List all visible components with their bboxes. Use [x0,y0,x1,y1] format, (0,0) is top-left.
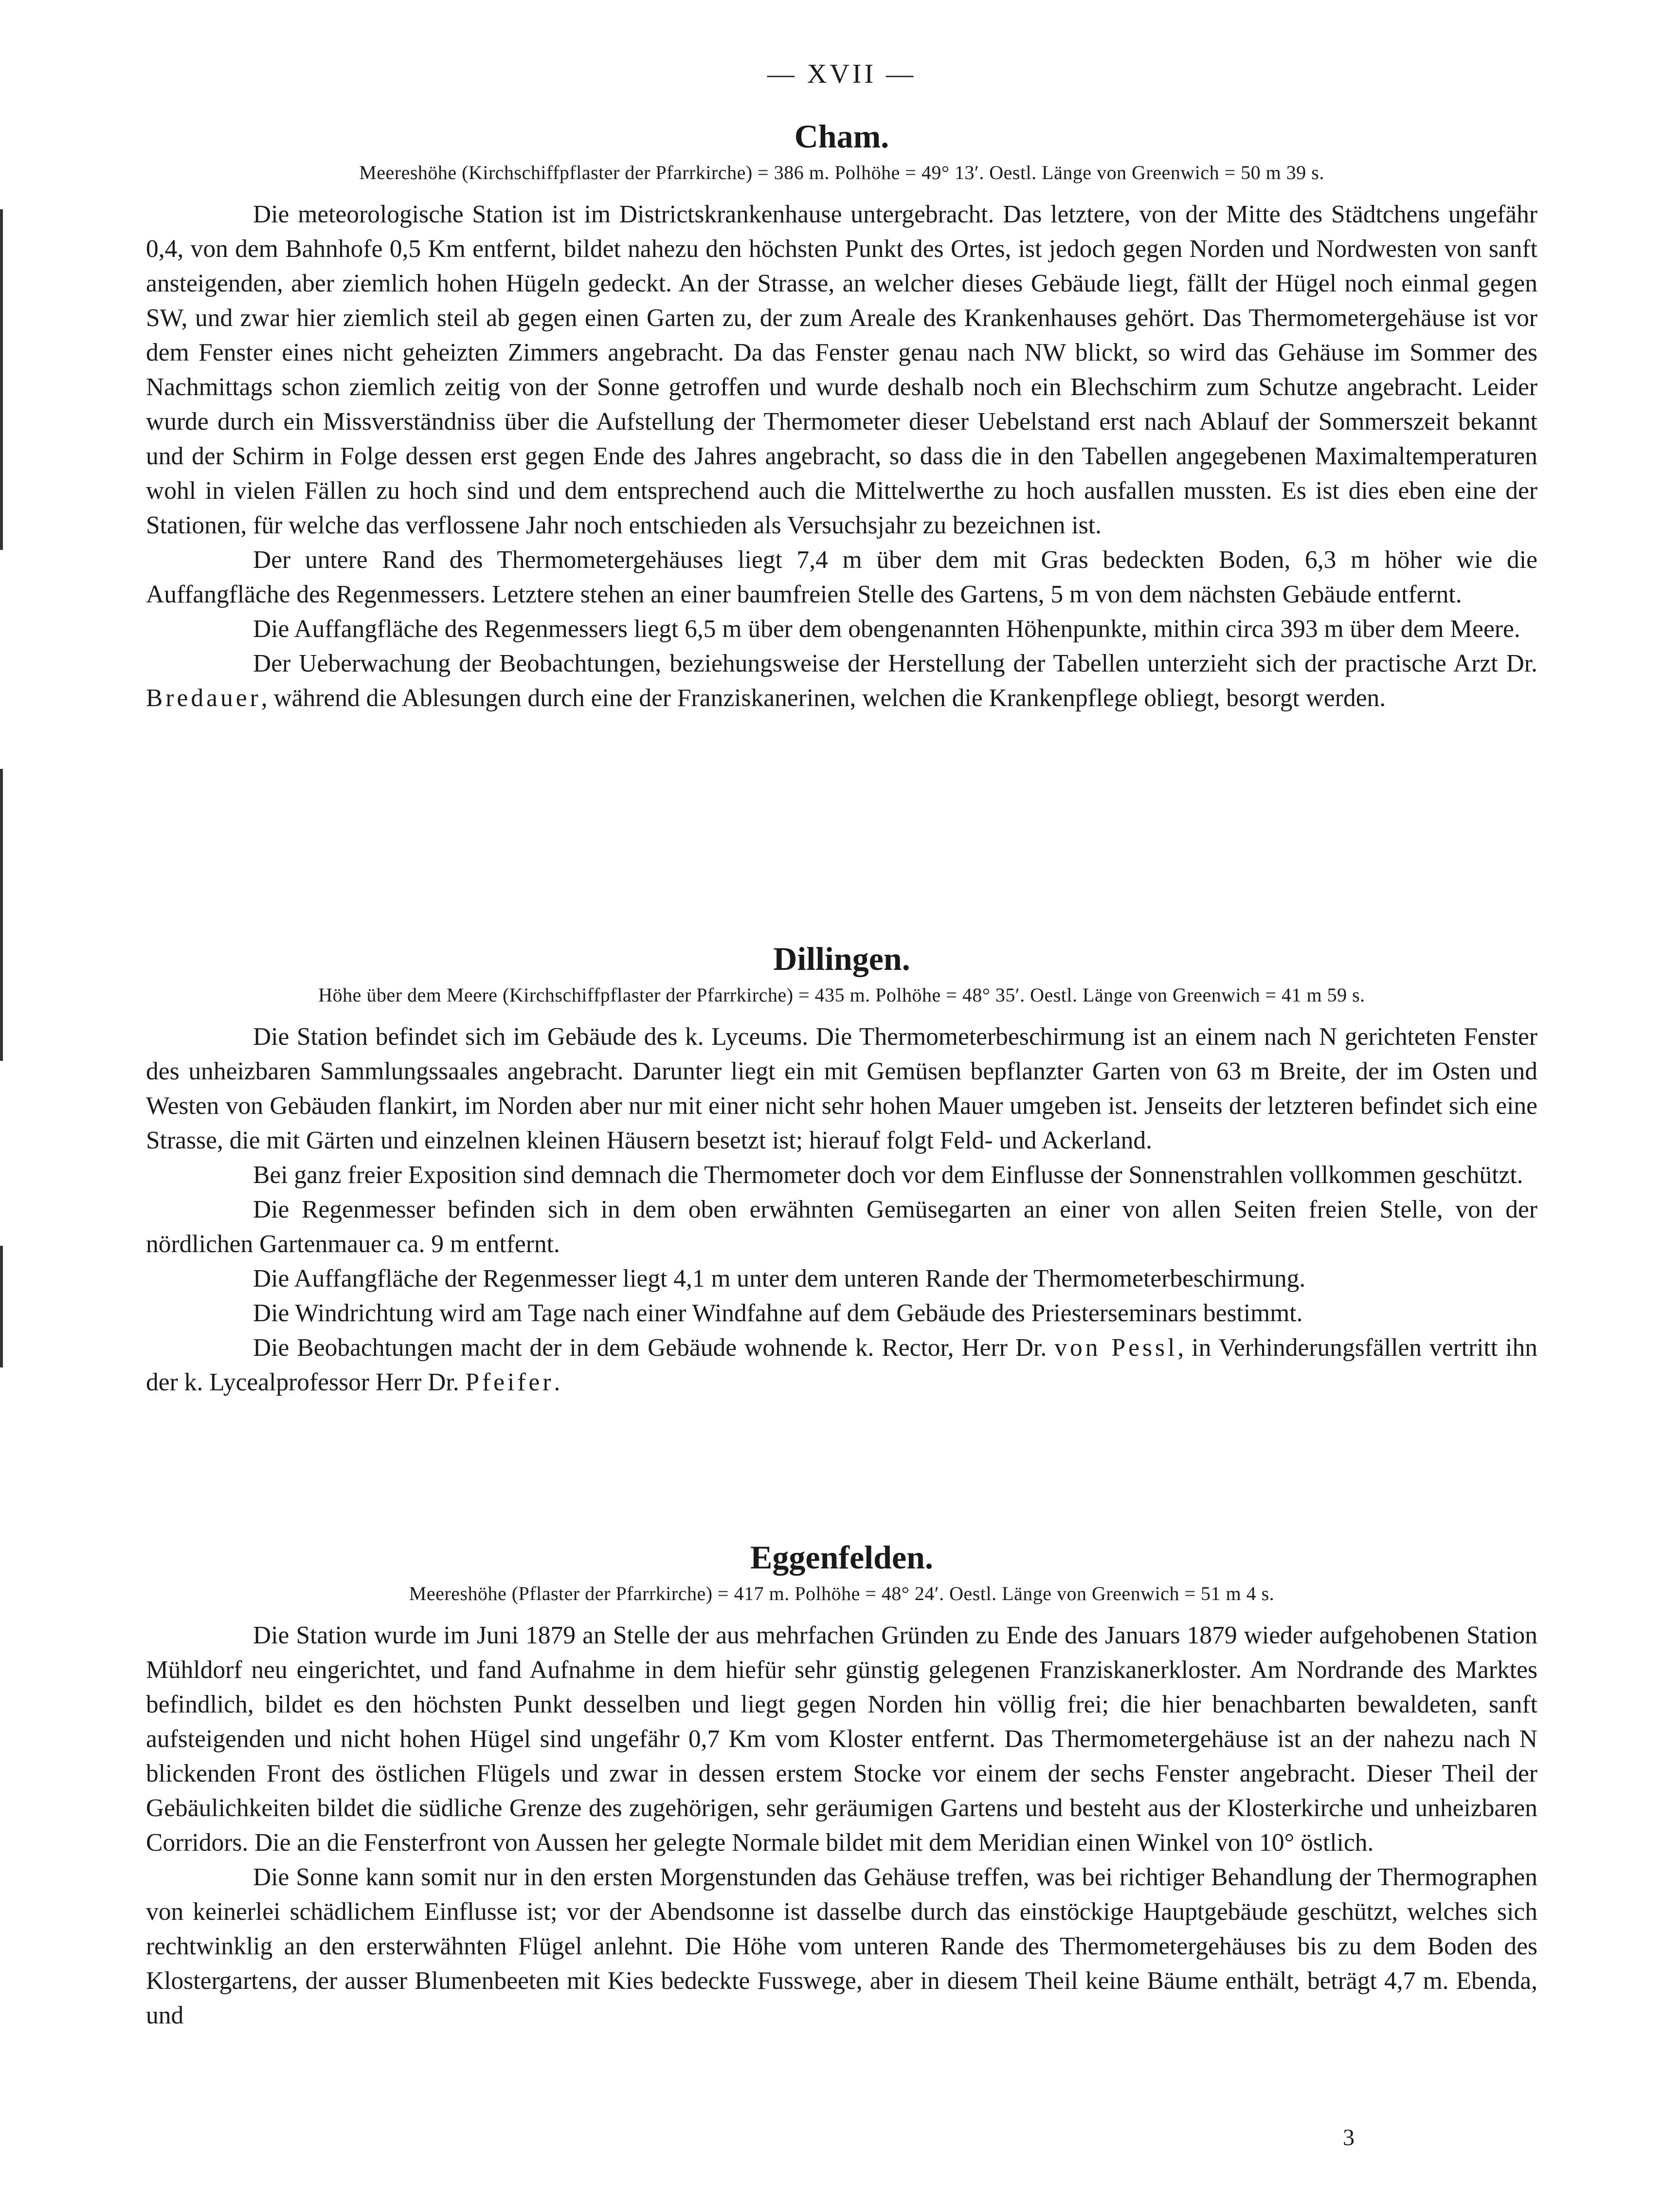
section-dillingen [146,937,1537,1400]
section-title: Dillingen. [773,940,910,977]
text-run: , in Verhinderungsfällen vertritt ihn der k. Lycealprofessor Herr Dr. [146,1334,1537,1396]
paragraph: Die Windrichtung wird am Tage nach einer Windfahne auf dem Gebäude des Priesterseminars bestimmt. [253,1299,1303,1327]
paragraph: Die Regenmesser befinden sich in dem oben erwähnten Gemüsegarten an einer von allen Seiten freien Stelle, von der nördlichen Gartenmauer ca. 9 m entfernt. [146,1196,1537,1258]
scan-margin-mark [0,769,3,1061]
paragraph [146,646,1537,715]
scan-margin-mark [0,209,3,550]
folio-number: 3 [1343,2125,1355,2150]
paragraph: Die meteorologische Station ist im Districtskrankenhause untergebracht. Das letztere, von der Mitte des Städtchens ungefähr 0,4, von dem Bahnhofe 0,5 Km entfernt, bildet nahezu den höchsten Punkt des Ortes, ist jedoch gegen Norden und Nordwesten von sanft ansteigenden, aber ziemlich hohen Hügeln gedeckt. An der Strasse, an welcher dieses Gebäude liegt, fällt der Hügel noch einmal gegen SW, und zwar hier ziemlich steil ab gegen einen Garten zu, der zum Areale des Krankenhauses gehört. Das Thermometergehäuse ist vor dem Fenster eines nicht geheizten Zimmers angebracht. Da das Fenster genau nach NW blickt, so wird das Gehäuse im Sommer des Nachmittags schon ziemlich zeitig von der Sonne getroffen und wurde deshalb noch ein Blechschirm zum Schutze angebracht. Leider wurde durch ein Missverständniss über die Aufstellung der Thermometer dieser Uebelstand erst nach Ablauf der Sommerszeit bekannt und der Schirm in Folge dessen erst gegen Ende des Jahres angebracht, so dass die in den Tabellen angegebenen Maximaltemperaturen wohl in vielen Fällen zu hoch sind und dem entsprechend auch die Mittelwerthe zu hoch ausfallen mussten. Es ist dies eben eine der Stationen, für welche das verflossene Jahr noch entschieden als Versuchsjahr zu bezeichnen ist. [146,200,1537,539]
section-title: Eggenfelden. [750,1539,933,1576]
paragraph: Der untere Rand des Thermometergehäuses liegt 7,4 m über dem mit Gras bedeckten Boden, 6,3 m höher wie die Auffangfläche des Regenmessers. Letztere stehen an einer baumfreien Stelle des Gartens, 5 m von dem nächsten Gebäude entfernt. [146,546,1537,608]
section-cham [146,114,1537,715]
paragraph: Die Auffangfläche der Regenmesser liegt 4,1 m unter dem unteren Rande der Thermometerbeschirmung. [253,1265,1306,1293]
text-run: , während die Ablesungen durch eine der Franziskanerinen, welchen die Krankenpflege obliegt, besorgt werden. [261,684,1386,712]
paragraph: Die Auffangfläche des Regenmessers liegt 6,5 m über dem obengenannten Höhenpunkte, mithin circa 393 m über dem Meere. [253,615,1520,643]
paragraph: Die Station wurde im Juni 1879 an Stelle der aus mehrfachen Gründen zu Ende des Januars 1879 wieder aufgehobenen Station Mühldorf neu eingerichtet, und fand Aufnahme in dem hiefür sehr günstig gelegenen Franziskanerkloster. Am Nordrande des Marktes befindlich, bildet es den höchsten Punkt desselben und liegt gegen Norden hin völlig frei; die hier benachbarten bewaldeten, sanft aufsteigenden und nicht hohen Hügel sind ungefähr 0,7 Km vom Kloster entfernt. Das Thermometergehäuse ist an der nahezu nach N blickenden Front des östlichen Flügels und zwar in dessen erstem Stocke vor einem der sechs Fenster angebracht. Dieser Theil der Gebäulichkeiten bildet die südliche Grenze des zugehörigen, sehr geräumigen Gartens und besteht aus der Klosterkirche und unheizbaren Corridors. Die an die Fensterfront von Aussen her gelegte Normale bildet mit dem Meridian einen Winkel von 10° östlich. [146,1621,1537,1857]
page-number: — XVII — [767,59,917,89]
text-run: . [554,1368,560,1396]
station-metadata: Meereshöhe (Kirchschiffpflaster der Pfarrkirche) = 386 m. Polhöhe = 49° 13′. Oestl. Länge von Greenwich = 50 m 39 s. [359,162,1324,183]
scan-margin-mark [0,1246,3,1367]
text-run: Der Ueberwachung der Beobachtungen, beziehungsweise der Herstellung der Tabellen unterzieht sich der practische Arzt Dr. [253,650,1537,677]
document-page [146,0,1537,2204]
text-run: Die Beobachtungen macht der in dem Gebäude wohnende k. Rector, Herr Dr. [253,1334,1055,1362]
paragraph: Bei ganz freier Exposition sind demnach die Thermometer doch vor dem Einflusse der Sonnenstrahlen vollkommen geschützt. [253,1161,1523,1189]
section-title: Cham. [794,118,889,155]
observer-name: von Pessl [1054,1334,1178,1362]
station-metadata: Höhe über dem Meere (Kirchschiffpflaster der Pfarrkirche) = 435 m. Polhöhe = 48° 35′. Oestl. Länge von Greenwich = 41 m 59 s. [318,984,1365,1006]
observer-name: Bredauer [146,684,261,712]
observer-name: Pfeifer [465,1368,554,1396]
section-eggenfelden [146,1535,1537,2033]
station-metadata: Meereshöhe (Pflaster der Pfarrkirche) = 417 m. Polhöhe = 48° 24′. Oestl. Länge von Greenwich = 51 m 4 s. [409,1583,1275,1604]
paragraph [146,1330,1537,1400]
paragraph: Die Station befindet sich im Gebäude des k. Lyceums. Die Thermometerbeschirmung ist an einem nach N gerichteten Fenster des unheizbaren Sammlungssaales angebracht. Darunter liegt ein mit Gemüsen bepflanzter Garten von 63 m Breite, der im Osten und Westen von Gebäuden flankirt, im Norden aber nur mit einer nicht sehr hohen Mauer umgeben ist. Jenseits der letzteren befindet sich eine Strasse, die mit Gärten und einzelnen kleinen Häusern besetzt ist; hierauf folgt Feld- und Ackerland. [146,1023,1537,1154]
paragraph: Die Sonne kann somit nur in den ersten Morgenstunden das Gehäuse treffen, was bei richtiger Behandlung der Thermographen von keinerlei schädlichem Einflusse ist; vor der Abendsonne ist dasselbe durch das einstöckige Hauptgebäude geschützt, welches sich rechtwinklig an den ersterwähnten Flügel anlehnt. Die Höhe vom unteren Rande des Thermometergehäuses bis zu dem Boden des Klostergartens, der ausser Blumenbeeten mit Kies bedeckte Fusswege, aber in diesem Theil keine Bäume enthält, beträgt 4,7 m. Ebenda, und [146,1863,1537,2029]
